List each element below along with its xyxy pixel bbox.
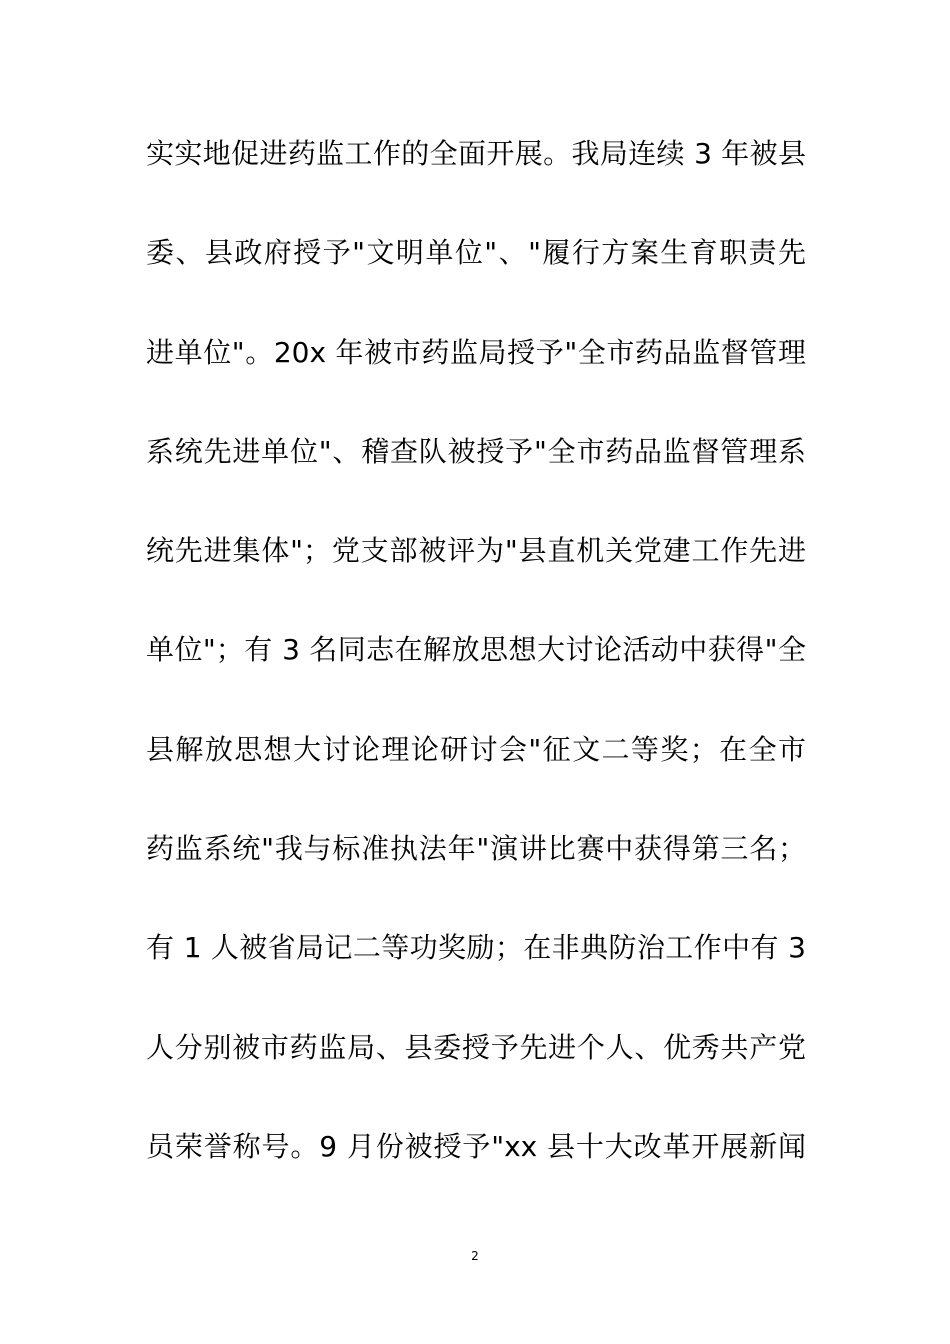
body-text [146,128,806,1220]
text-line: 委、县政府授予"文明单位"、"履行方案生育职责先 [146,236,806,270]
text-line: 县解放思想大讨论理论研讨会"征文二等奖；在全市 [146,732,806,766]
text-line: 人分别被市药监局、县委授予先进个人、优秀共产党 [146,1030,806,1064]
text-line: 进单位"。20x 年被市药监局授予"全市药品监督管理 [146,335,806,369]
page-number: 2 [471,1249,479,1263]
text-line: 统先进集体"；党支部被评为"县直机关党建工作先进 [146,534,806,568]
text-line: 员荣誉称号。9 月份被授予"xx 县十大改革开展新闻 [146,1129,806,1163]
text-line: 药监系统"我与标准执法年"演讲比赛中获得第三名； [146,832,806,866]
text-line: 单位"；有 3 名同志在解放思想大讨论活动中获得"全 [146,633,806,667]
text-line: 有 1 人被省局记二等功奖励；在非典防治工作中有 3 [146,931,806,965]
text-line: 实实地促进药监工作的全面开展。我局连续 3 年被县 [146,137,806,170]
text-line: 系统先进单位"、稽查队被授予"全市药品监督管理系 [146,434,806,468]
